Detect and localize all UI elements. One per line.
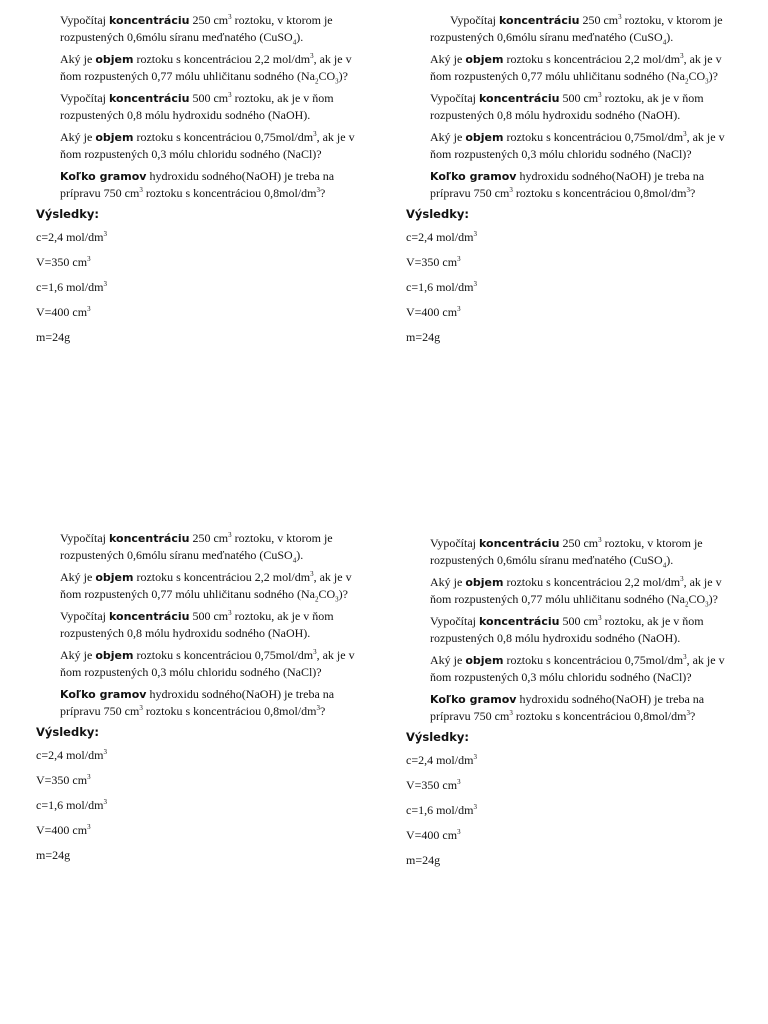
question-keyword: objem xyxy=(465,53,504,66)
result-1 xyxy=(406,230,730,244)
result-text: m=24g xyxy=(36,848,71,862)
question-1 xyxy=(430,12,730,45)
result-2 xyxy=(36,255,360,269)
superscript: 3 xyxy=(310,570,314,578)
question-4 xyxy=(430,129,730,162)
subscript: 3 xyxy=(705,77,709,86)
question-text: ? xyxy=(689,709,696,723)
result-2 xyxy=(406,255,730,269)
results-header: Výsledky: xyxy=(36,207,99,221)
question-text: roztoku, v ktorom je rozpustených 0,6mólu síranu meďnatého (CuSO xyxy=(430,13,723,44)
question-text: , ak je v ňom rozpustených 0,3 mólu chloridu sodného (NaCl)? xyxy=(60,130,355,161)
question-keyword: Koľko gramov xyxy=(60,688,147,701)
superscript: 3 xyxy=(87,255,91,263)
question-text: Aký je xyxy=(430,653,466,667)
question-5 xyxy=(430,168,730,201)
result-4 xyxy=(36,823,360,837)
superscript: 3 xyxy=(618,13,622,21)
question-1 xyxy=(60,530,360,563)
superscript: 3 xyxy=(686,186,690,194)
subscript: 3 xyxy=(705,600,709,609)
question-keyword: koncentráciu xyxy=(109,532,190,545)
result-text: V=400 cm xyxy=(36,305,88,319)
superscript: 3 xyxy=(87,773,91,781)
result-4 xyxy=(36,305,360,319)
question-text: roztoku s koncentráciou 0,75mol/dm xyxy=(133,648,314,662)
subscript: 4 xyxy=(662,38,667,47)
question-text: roztoku s koncentráciou 0,75mol/dm xyxy=(503,653,684,667)
question-text: roztoku, ak je v ňom rozpustených 0,8 mólu hydroxidu sodného (NaOH). xyxy=(60,609,334,640)
result-text: c=2,4 mol/dm xyxy=(406,230,474,244)
worksheet-copy-4 xyxy=(406,535,730,878)
subscript: 2 xyxy=(314,77,319,86)
question-text: 250 cm xyxy=(189,13,229,27)
question-text: roztoku s koncentráciou 0,8mol/dm xyxy=(142,186,317,200)
result-1 xyxy=(36,748,360,762)
question-text: Vypočítaj xyxy=(60,13,109,27)
results-header: Výsledky: xyxy=(406,207,469,221)
superscript: 3 xyxy=(598,536,602,544)
question-2 xyxy=(430,574,730,607)
result-text: V=350 cm xyxy=(36,773,88,787)
question-text: 500 cm xyxy=(559,91,599,105)
question-2 xyxy=(430,51,730,84)
question-text: roztoku, ak je v ňom rozpustených 0,8 mólu hydroxidu sodného (NaOH). xyxy=(60,91,334,122)
question-text: ). xyxy=(296,30,304,44)
superscript: 3 xyxy=(457,828,461,836)
result-5 xyxy=(406,853,730,867)
question-text: Aký je xyxy=(430,575,466,589)
subscript: 2 xyxy=(684,77,689,86)
question-keyword: koncentráciu xyxy=(479,615,560,628)
result-3 xyxy=(36,798,360,812)
question-keyword: koncentráciu xyxy=(109,14,190,27)
question-text: roztoku, v ktorom je rozpustených 0,6mólu síranu meďnatého (CuSO xyxy=(60,531,333,562)
superscript: 3 xyxy=(683,653,687,661)
question-text: , ak je v ňom rozpustených 0,3 mólu chloridu sodného (NaCl)? xyxy=(430,130,725,161)
superscript: 3 xyxy=(103,230,107,238)
results-section xyxy=(406,730,730,867)
question-1 xyxy=(430,535,730,568)
question-text: roztoku, ak je v ňom rozpustených 0,8 mólu hydroxidu sodného (NaOH). xyxy=(430,91,704,122)
question-text: , ak je v ňom rozpustených 0,77 mólu uhličitanu sodného (Na xyxy=(60,570,352,601)
superscript: 3 xyxy=(313,648,317,656)
question-text: , ak je v ňom rozpustených 0,77 mólu uhličitanu sodného (Na xyxy=(430,575,722,606)
question-5 xyxy=(60,686,360,719)
superscript: 3 xyxy=(473,280,477,288)
question-text: CO xyxy=(688,69,706,83)
superscript: 3 xyxy=(87,305,91,313)
question-2 xyxy=(60,51,360,84)
question-text: , ak je v ňom rozpustených 0,3 mólu chloridu sodného (NaCl)? xyxy=(60,648,355,679)
subscript: 2 xyxy=(314,595,319,604)
result-5 xyxy=(36,330,360,344)
result-3 xyxy=(406,280,730,294)
question-text: 500 cm xyxy=(559,614,599,628)
result-2 xyxy=(36,773,360,787)
question-2 xyxy=(60,569,360,602)
question-text: ). xyxy=(666,553,674,567)
result-5 xyxy=(36,848,360,862)
result-5 xyxy=(406,330,730,344)
question-text: hydroxidu sodného(NaOH) je treba na prípravu 750 cm xyxy=(430,692,705,723)
superscript: 3 xyxy=(598,614,602,622)
question-text: roztoku s koncentráciou 2,2 mol/dm xyxy=(503,575,681,589)
question-text: 250 cm xyxy=(579,13,619,27)
question-4 xyxy=(60,647,360,680)
result-text: V=400 cm xyxy=(36,823,88,837)
question-keyword: objem xyxy=(465,131,504,144)
question-text: roztoku s koncentráciou 2,2 mol/dm xyxy=(133,570,311,584)
superscript: 3 xyxy=(316,704,320,712)
superscript: 3 xyxy=(228,531,232,539)
question-text: hydroxidu sodného(NaOH) je treba na prípravu 750 cm xyxy=(430,169,705,200)
question-text: roztoku s koncentráciou 2,2 mol/dm xyxy=(503,52,681,66)
subscript: 2 xyxy=(684,600,689,609)
question-text: )? xyxy=(708,592,718,606)
result-text: c=1,6 mol/dm xyxy=(36,280,104,294)
results-header: Výsledky: xyxy=(406,730,469,744)
superscript: 3 xyxy=(683,130,687,138)
question-keyword: koncentráciu xyxy=(479,92,560,105)
question-text: roztoku, v ktorom je rozpustených 0,6mólu síranu meďnatého (CuSO xyxy=(60,13,333,44)
question-text: hydroxidu sodného(NaOH) je treba na prípravu 750 cm xyxy=(60,687,335,718)
results-section xyxy=(36,207,360,344)
superscript: 3 xyxy=(473,753,477,761)
result-text: m=24g xyxy=(406,853,441,867)
result-4 xyxy=(406,828,730,842)
result-text: V=400 cm xyxy=(406,828,458,842)
question-text: roztoku s koncentráciou 0,8mol/dm xyxy=(512,709,687,723)
superscript: 3 xyxy=(509,186,513,194)
question-keyword: koncentráciu xyxy=(499,14,580,27)
question-text: hydroxidu sodného(NaOH) je treba na prípravu 750 cm xyxy=(60,169,335,200)
superscript: 3 xyxy=(228,13,232,21)
superscript: 3 xyxy=(457,255,461,263)
question-text: Vypočítaj xyxy=(60,609,109,623)
question-text: CO xyxy=(318,69,336,83)
question-1 xyxy=(60,12,360,45)
superscript: 3 xyxy=(680,52,684,60)
question-4 xyxy=(60,129,360,162)
question-keyword: koncentráciu xyxy=(479,537,560,550)
result-text: c=1,6 mol/dm xyxy=(406,803,474,817)
question-text: ). xyxy=(666,30,674,44)
question-text: ? xyxy=(689,186,696,200)
superscript: 3 xyxy=(316,186,320,194)
question-text: Vypočítaj xyxy=(430,614,479,628)
question-text: CO xyxy=(318,587,336,601)
question-text: roztoku s koncentráciou 0,75mol/dm xyxy=(133,130,314,144)
result-text: c=2,4 mol/dm xyxy=(36,230,104,244)
question-keyword: Koľko gramov xyxy=(60,170,147,183)
subscript: 4 xyxy=(292,38,297,47)
results-section xyxy=(36,725,360,862)
worksheet-copy-3 xyxy=(36,530,360,873)
question-text: Vypočítaj xyxy=(60,531,109,545)
question-text: Aký je xyxy=(60,648,96,662)
worksheet-copy-2 xyxy=(406,12,730,355)
question-text: 250 cm xyxy=(189,531,229,545)
question-text: )? xyxy=(708,69,718,83)
question-text: roztoku s koncentráciou 2,2 mol/dm xyxy=(133,52,311,66)
question-keyword: objem xyxy=(95,53,134,66)
result-2 xyxy=(406,778,730,792)
question-text: )? xyxy=(338,69,348,83)
subscript: 3 xyxy=(335,595,339,604)
question-text: , ak je v ňom rozpustených 0,77 mólu uhličitanu sodného (Na xyxy=(430,52,722,83)
superscript: 3 xyxy=(680,575,684,583)
question-text: CO xyxy=(688,592,706,606)
superscript: 3 xyxy=(313,130,317,138)
question-text: Vypočítaj xyxy=(60,91,109,105)
result-text: V=350 cm xyxy=(406,255,458,269)
subscript: 4 xyxy=(662,561,667,570)
superscript: 3 xyxy=(310,52,314,60)
question-keyword: objem xyxy=(95,649,134,662)
question-text: )? xyxy=(338,587,348,601)
superscript: 3 xyxy=(473,230,477,238)
question-text: roztoku s koncentráciou 0,8mol/dm xyxy=(512,186,687,200)
question-keyword: objem xyxy=(95,571,134,584)
question-text: Aký je xyxy=(60,52,96,66)
subscript: 3 xyxy=(335,77,339,86)
question-3 xyxy=(430,613,730,646)
result-text: m=24g xyxy=(406,330,441,344)
result-text: c=1,6 mol/dm xyxy=(406,280,474,294)
superscript: 3 xyxy=(228,609,232,617)
question-3 xyxy=(430,90,730,123)
question-text: Aký je xyxy=(430,52,466,66)
question-text: Aký je xyxy=(60,570,96,584)
question-text: , ak je v ňom rozpustených 0,3 mólu chloridu sodného (NaCl)? xyxy=(430,653,725,684)
question-text: ? xyxy=(319,186,326,200)
question-keyword: objem xyxy=(465,654,504,667)
result-1 xyxy=(406,753,730,767)
question-keyword: Koľko gramov xyxy=(430,170,517,183)
result-4 xyxy=(406,305,730,319)
question-5 xyxy=(430,691,730,724)
question-text: roztoku, ak je v ňom rozpustených 0,8 mólu hydroxidu sodného (NaOH). xyxy=(430,614,704,645)
question-text: ). xyxy=(296,548,304,562)
superscript: 3 xyxy=(103,798,107,806)
question-5 xyxy=(60,168,360,201)
superscript: 3 xyxy=(509,709,513,717)
question-text: , ak je v ňom rozpustených 0,77 mólu uhličitanu sodného (Na xyxy=(60,52,352,83)
question-text: Vypočítaj xyxy=(430,91,479,105)
question-text: 500 cm xyxy=(189,91,229,105)
result-text: V=350 cm xyxy=(406,778,458,792)
question-keyword: koncentráciu xyxy=(109,92,190,105)
question-4 xyxy=(430,652,730,685)
question-keyword: objem xyxy=(465,576,504,589)
result-text: m=24g xyxy=(36,330,71,344)
superscript: 3 xyxy=(598,91,602,99)
question-text: Vypočítaj xyxy=(450,13,499,27)
superscript: 3 xyxy=(457,305,461,313)
superscript: 3 xyxy=(103,280,107,288)
result-3 xyxy=(36,280,360,294)
superscript: 3 xyxy=(139,704,143,712)
result-text: V=350 cm xyxy=(36,255,88,269)
question-text: roztoku, v ktorom je rozpustených 0,6mólu síranu meďnatého (CuSO xyxy=(430,536,703,567)
question-keyword: koncentráciu xyxy=(109,610,190,623)
results-section xyxy=(406,207,730,344)
question-text: 250 cm xyxy=(559,536,599,550)
question-3 xyxy=(60,90,360,123)
superscript: 3 xyxy=(473,803,477,811)
superscript: 3 xyxy=(87,823,91,831)
question-text: 500 cm xyxy=(189,609,229,623)
question-3 xyxy=(60,608,360,641)
question-text: roztoku s koncentráciou 0,8mol/dm xyxy=(142,704,317,718)
question-text: Aký je xyxy=(60,130,96,144)
superscript: 3 xyxy=(103,748,107,756)
question-text: Vypočítaj xyxy=(430,536,479,550)
worksheet-copy-1 xyxy=(36,12,360,355)
superscript: 3 xyxy=(457,778,461,786)
superscript: 3 xyxy=(139,186,143,194)
question-text: Aký je xyxy=(430,130,466,144)
question-keyword: Koľko gramov xyxy=(430,693,517,706)
question-text: roztoku s koncentráciou 0,75mol/dm xyxy=(503,130,684,144)
subscript: 4 xyxy=(292,556,297,565)
superscript: 3 xyxy=(228,91,232,99)
result-text: c=2,4 mol/dm xyxy=(36,748,104,762)
superscript: 3 xyxy=(686,709,690,717)
question-keyword: objem xyxy=(95,131,134,144)
results-header: Výsledky: xyxy=(36,725,99,739)
result-text: c=2,4 mol/dm xyxy=(406,753,474,767)
question-text: ? xyxy=(319,704,326,718)
result-3 xyxy=(406,803,730,817)
result-text: c=1,6 mol/dm xyxy=(36,798,104,812)
result-text: V=400 cm xyxy=(406,305,458,319)
result-1 xyxy=(36,230,360,244)
